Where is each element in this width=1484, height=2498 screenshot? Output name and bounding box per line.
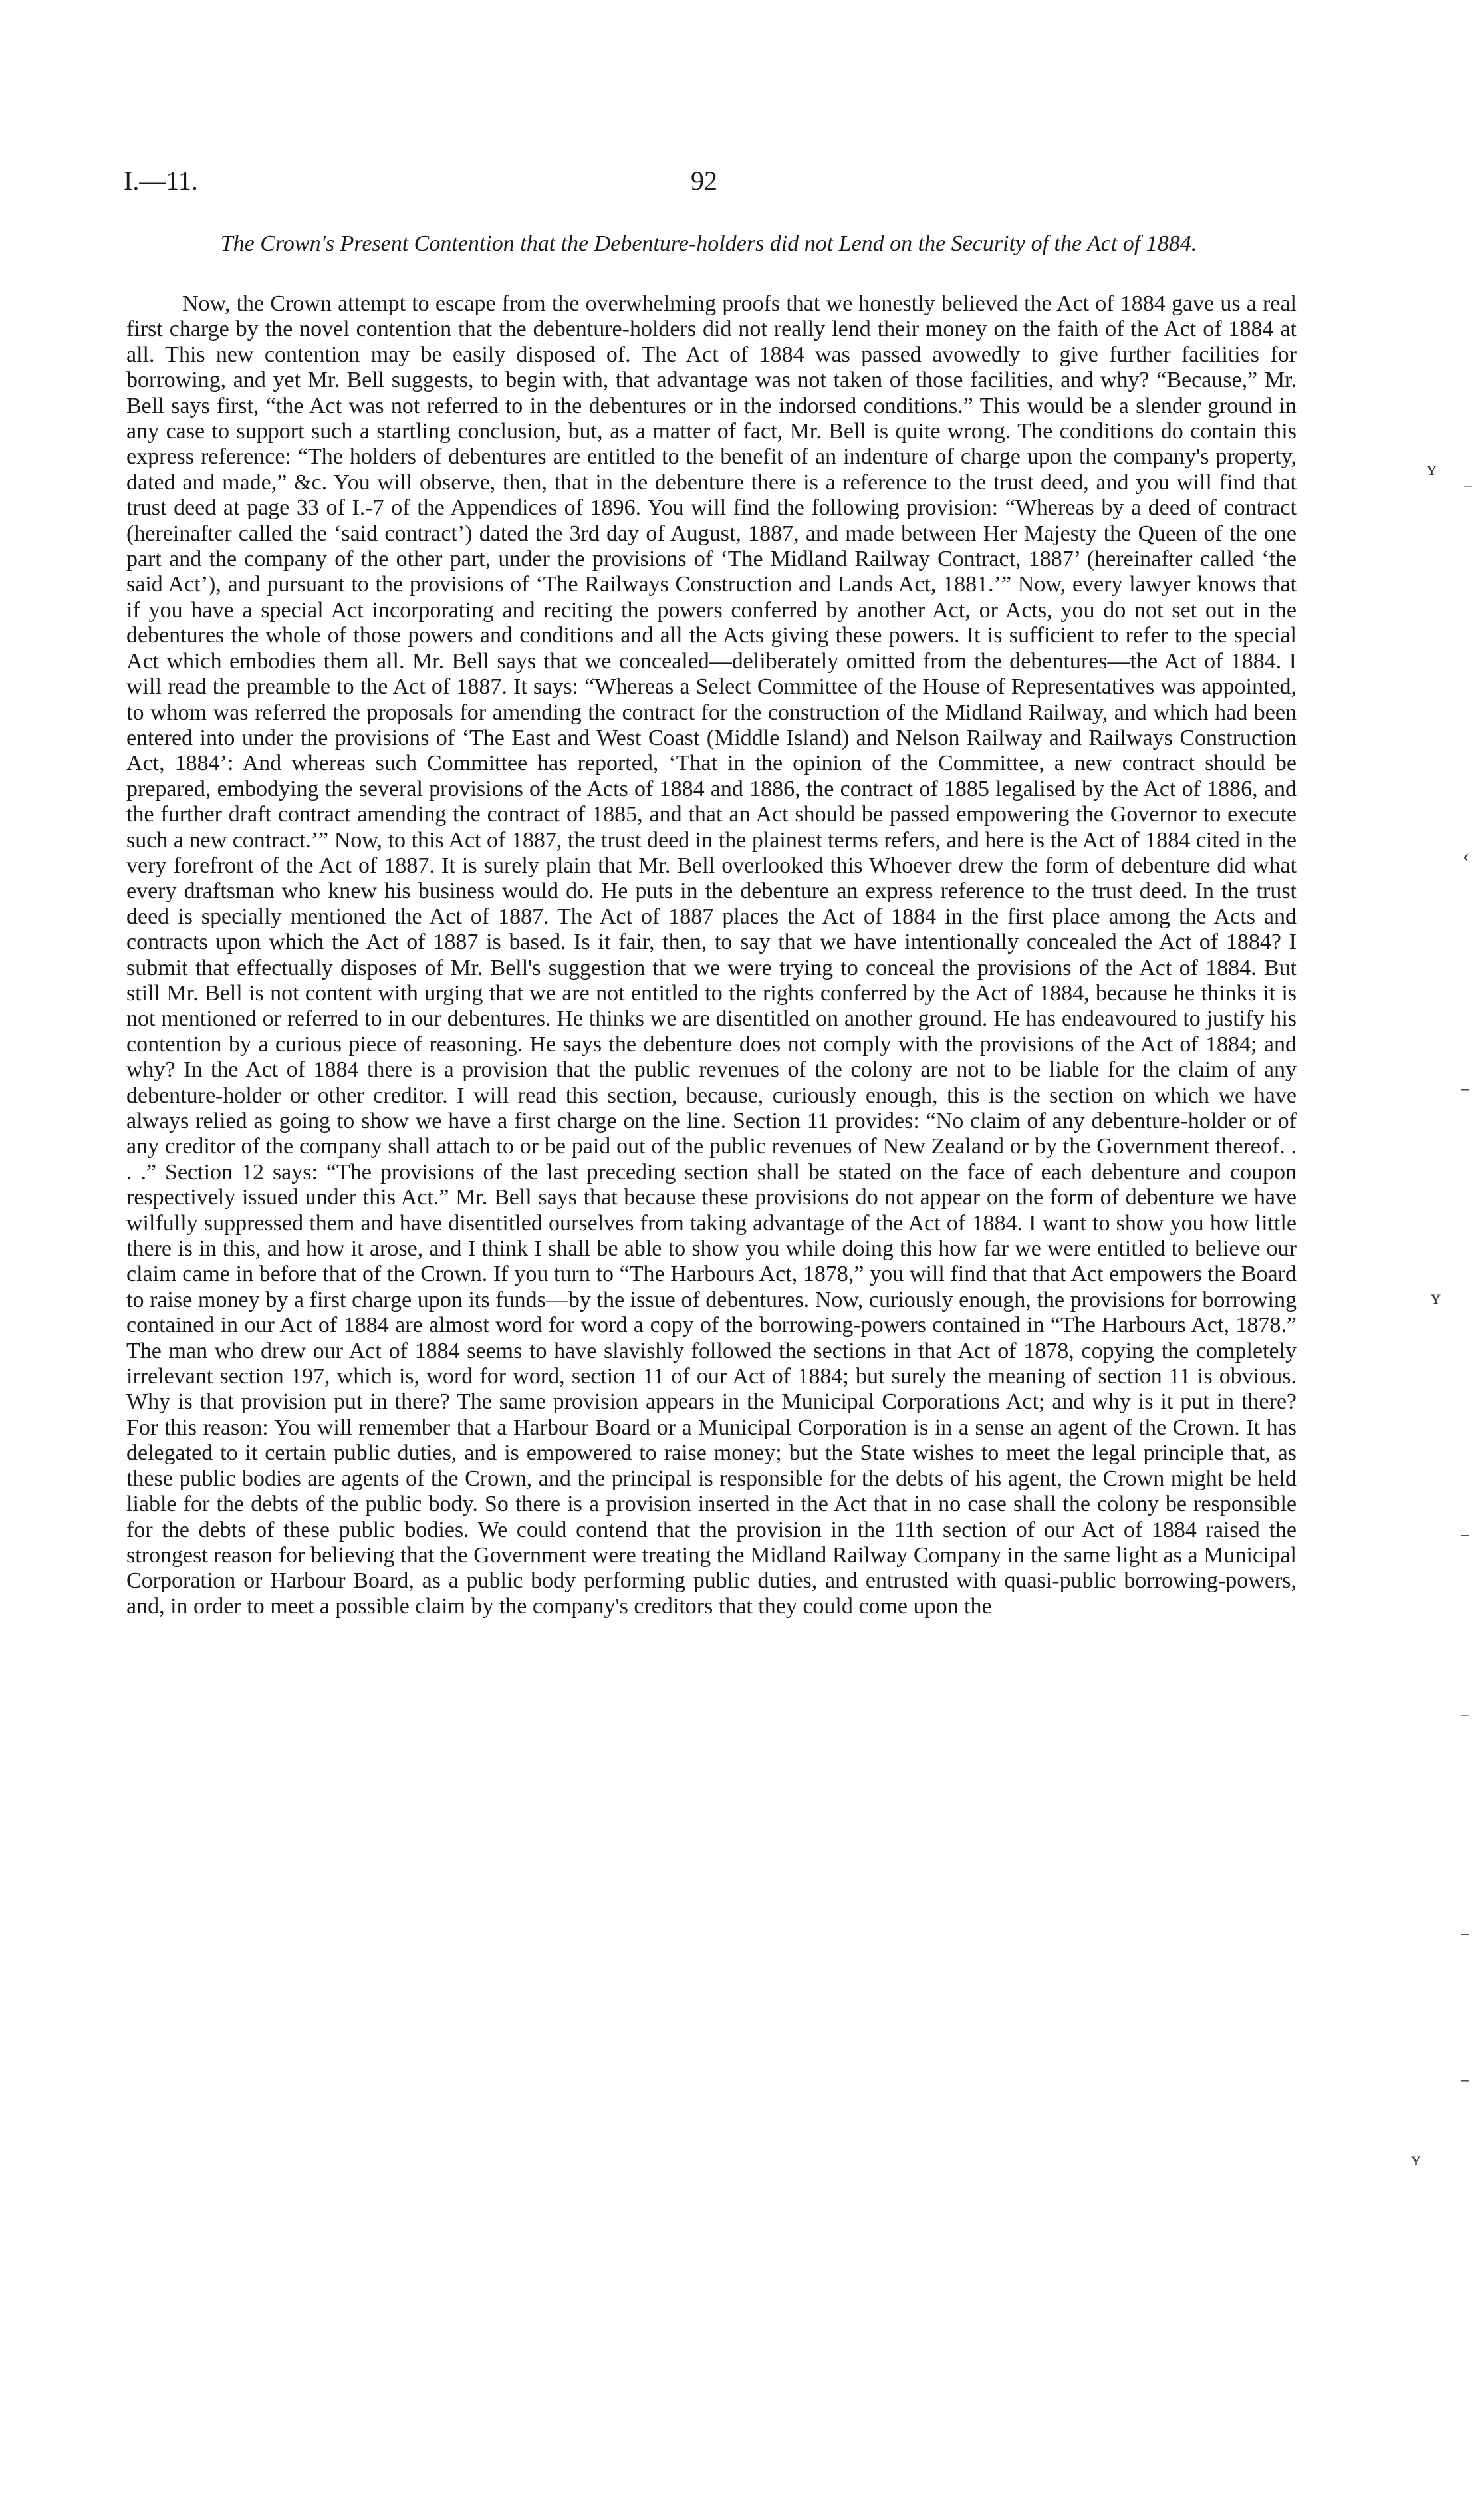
margin-mark: ⁻ (1460, 1083, 1471, 1105)
section-heading: The Crown's Present Contention that the Debenture-holders did not Lend on the Security of the Act of 1884. (220, 231, 1197, 256)
page-header (124, 165, 1294, 205)
margin-mark: ⁻ (1460, 1528, 1471, 1550)
margin-mark: ⁻ (1460, 2074, 1471, 2096)
margin-mark: ⁻ (1460, 1927, 1471, 1949)
margin-mark: ‹ (1463, 845, 1469, 867)
margin-mark: ʏ (1431, 1286, 1441, 1308)
document-reference: I.—11. (124, 166, 198, 196)
body-paragraph: Now, the Crown attempt to escape from the overwhelming proofs that we honestly believed the Act of 1884 gave us a real first charge by the novel contention that the debenture-holders did not really lend their money on the faith of the Act of 1884 at all. This new contention may be easily disposed of. The Act of 1884 was passed avowedly to give further facilities for borrowing, and yet Mr. Bell suggests, to begin with, that advantage was not taken of those facilities, and why? “Because,” Mr. Bell says first, “the Act was not referred to in the debentures or in the indorsed conditions.” This would be a slender ground in any case to support such a startling conclusion, but, as a matter of fact, Mr. Bell is quite wrong. The conditions do contain this express reference: “The holders of debentures are entitled to the benefit of an indenture of charge upon the company's property, dated and made,” &c. You will observe, then, that in the debenture there is a reference to the trust deed, and you will find that trust deed at page 33 of I.-7 of the Appendices of 1896. You will find the following provision: “Whereas by a deed of contract (hereinafter called the ‘said contract’) dated the 3rd day of August, 1887, and made between Her Majesty the Queen of the one part and the company of the other part, under the provisions of ‘The Midland Railway Contract, 1887’ (hereinafter called ‘the said Act’), and pursuant to the provisions of ‘The Railways Construction and Lands Act, 1881.’” Now, every lawyer knows that if you have a special Act incorporating and reciting the powers conferred by another Act, or Acts, you do not set out in the debentures the whole of those powers and conditions and all the Acts giving these powers. It is sufficient to refer to the special Act which embodies them all. Mr. Bell says that we concealed—deliberately omitted from the debentures—the Act of 1884. I will read the preamble to the Act of 1887. It says: “Whereas a Select Committee of the House of Representatives was appointed, to whom was referred the proposals for amending the contract for the construction of the Midland Railway, and which had been entered into under the provisions of ‘The East and West Coast (Middle Island) and Nelson Railway and Railways Construction Act, 1884’: And whereas such Committee has reported, ‘That in the opinion of the Committee, a new contract should be prepared, embodying the several provisions of the Acts of 1884 and 1886, the contract of 1885 legalised by the Act of 1886, and the further draft contract amending the contract of 1885, and that an Act should be passed empowering the Governor to execute such a new contract.’” Now, to this Act of 1887, the trust deed in the plainest terms refers, and here is the Act of 1884 cited in the very forefront of the Act of 1887. It is surely plain that Mr. Bell overlooked this Whoever drew the form of debenture did what every draftsman who knew his business would do. He puts in the debenture an express reference to the trust deed. In the trust deed is specially mentioned the Act of 1887. The Act of 1887 places the Act of 1884 in the first place among the Acts and contracts upon which the Act of 1887 is based. Is it fair, then, to say that we have intentionally concealed the Act of 1884? I submit that effectually disposes of Mr. Bell's suggestion that we were trying to conceal the provisions of the Act of 1884. But still Mr. Bell is not content with urging that we are not entitled to the rights conferred by the Act of 1884, because he thinks it is not mentioned or referred to in our debentures. He thinks we are disentitled on another ground. He has endeavoured to justify his contention by a curious piece of reasoning. He says the debenture does not comply with the provisions of the Act of 1884; and why? In the Act of 1884 there is a provision that the public revenues of the colony are not to be liable for the claim of any debenture-holder or other creditor. I will read this section, because, curiously enough, this is the section on which we have always relied as going to show we have a first charge on the line. Section 11 provides: “No claim of any debenture-holder or of any creditor of the company shall attach to or be paid out of the public revenues of New Zealand or by the Government thereof. . . .” Section 12 says: “The provisions of the last preceding section shall be stated on the face of each debenture and coupon respectively issued under this Act.” Mr. Bell says that because these provisions do not appear on the form of debenture we have wilfully suppressed them and have disentitled ourselves from taking advantage of the Act of 1884. I want to show you how little there is in this, and how it arose, and I think I shall be able to show you while doing this how far we were entitled to believe our claim came in before that of the Crown. If you turn to “The Harbours Act, 1878,” you will find that that Act empowers the Board to raise money by a first charge upon its funds—by the issue of debentures. Now, curiously enough, the provisions for borrowing contained in our Act of 1884 are almost word for word a copy of the borrowing-powers contained in “The Harbours Act, 1878.” The man who drew our Act of 1884 seems to have slavishly followed the sections in that Act of 1878, copying the completely irrelevant section 197, which is, word for word, section 11 of our Act of 1884; but surely the meaning of section 11 is obvious. Why is that provision put in there? The same provision appears in the Municipal Corporations Act; and why is it put in there? For this reason: You will remember that a Harbour Board or a Municipal Corporation is in a sense an agent of the Crown. It has delegated to it certain public duties, and is empowered to raise money; but the State wishes to meet the legal principle that, as these public bodies are agents of the Crown, and the principal is responsible for the debts of his agent, the Crown might be held liable for the debts of the public body. So there is a provision inserted in the Act that in no case shall the colony be responsible for the debts of these public bodies. We could contend that the provision in the 11th section of our Act of 1884 raised the strongest reason for believing that the Government were treating the Midland Railway Company in the same light as a Municipal Corporation or Harbour Board, as a public body performing public duties, and entrusted with quasi-public borrowing-powers, and, in order to meet a possible claim by the company's creditors that they could come upon the (126, 291, 1297, 1619)
margin-mark: ʏ (1411, 2148, 1421, 2170)
margin-mark: ʏ (1427, 458, 1437, 480)
page-number: 92 (691, 166, 717, 196)
margin-mark: ⁻ (1460, 1708, 1471, 1730)
margin-mark: ⁻ (1463, 479, 1473, 501)
